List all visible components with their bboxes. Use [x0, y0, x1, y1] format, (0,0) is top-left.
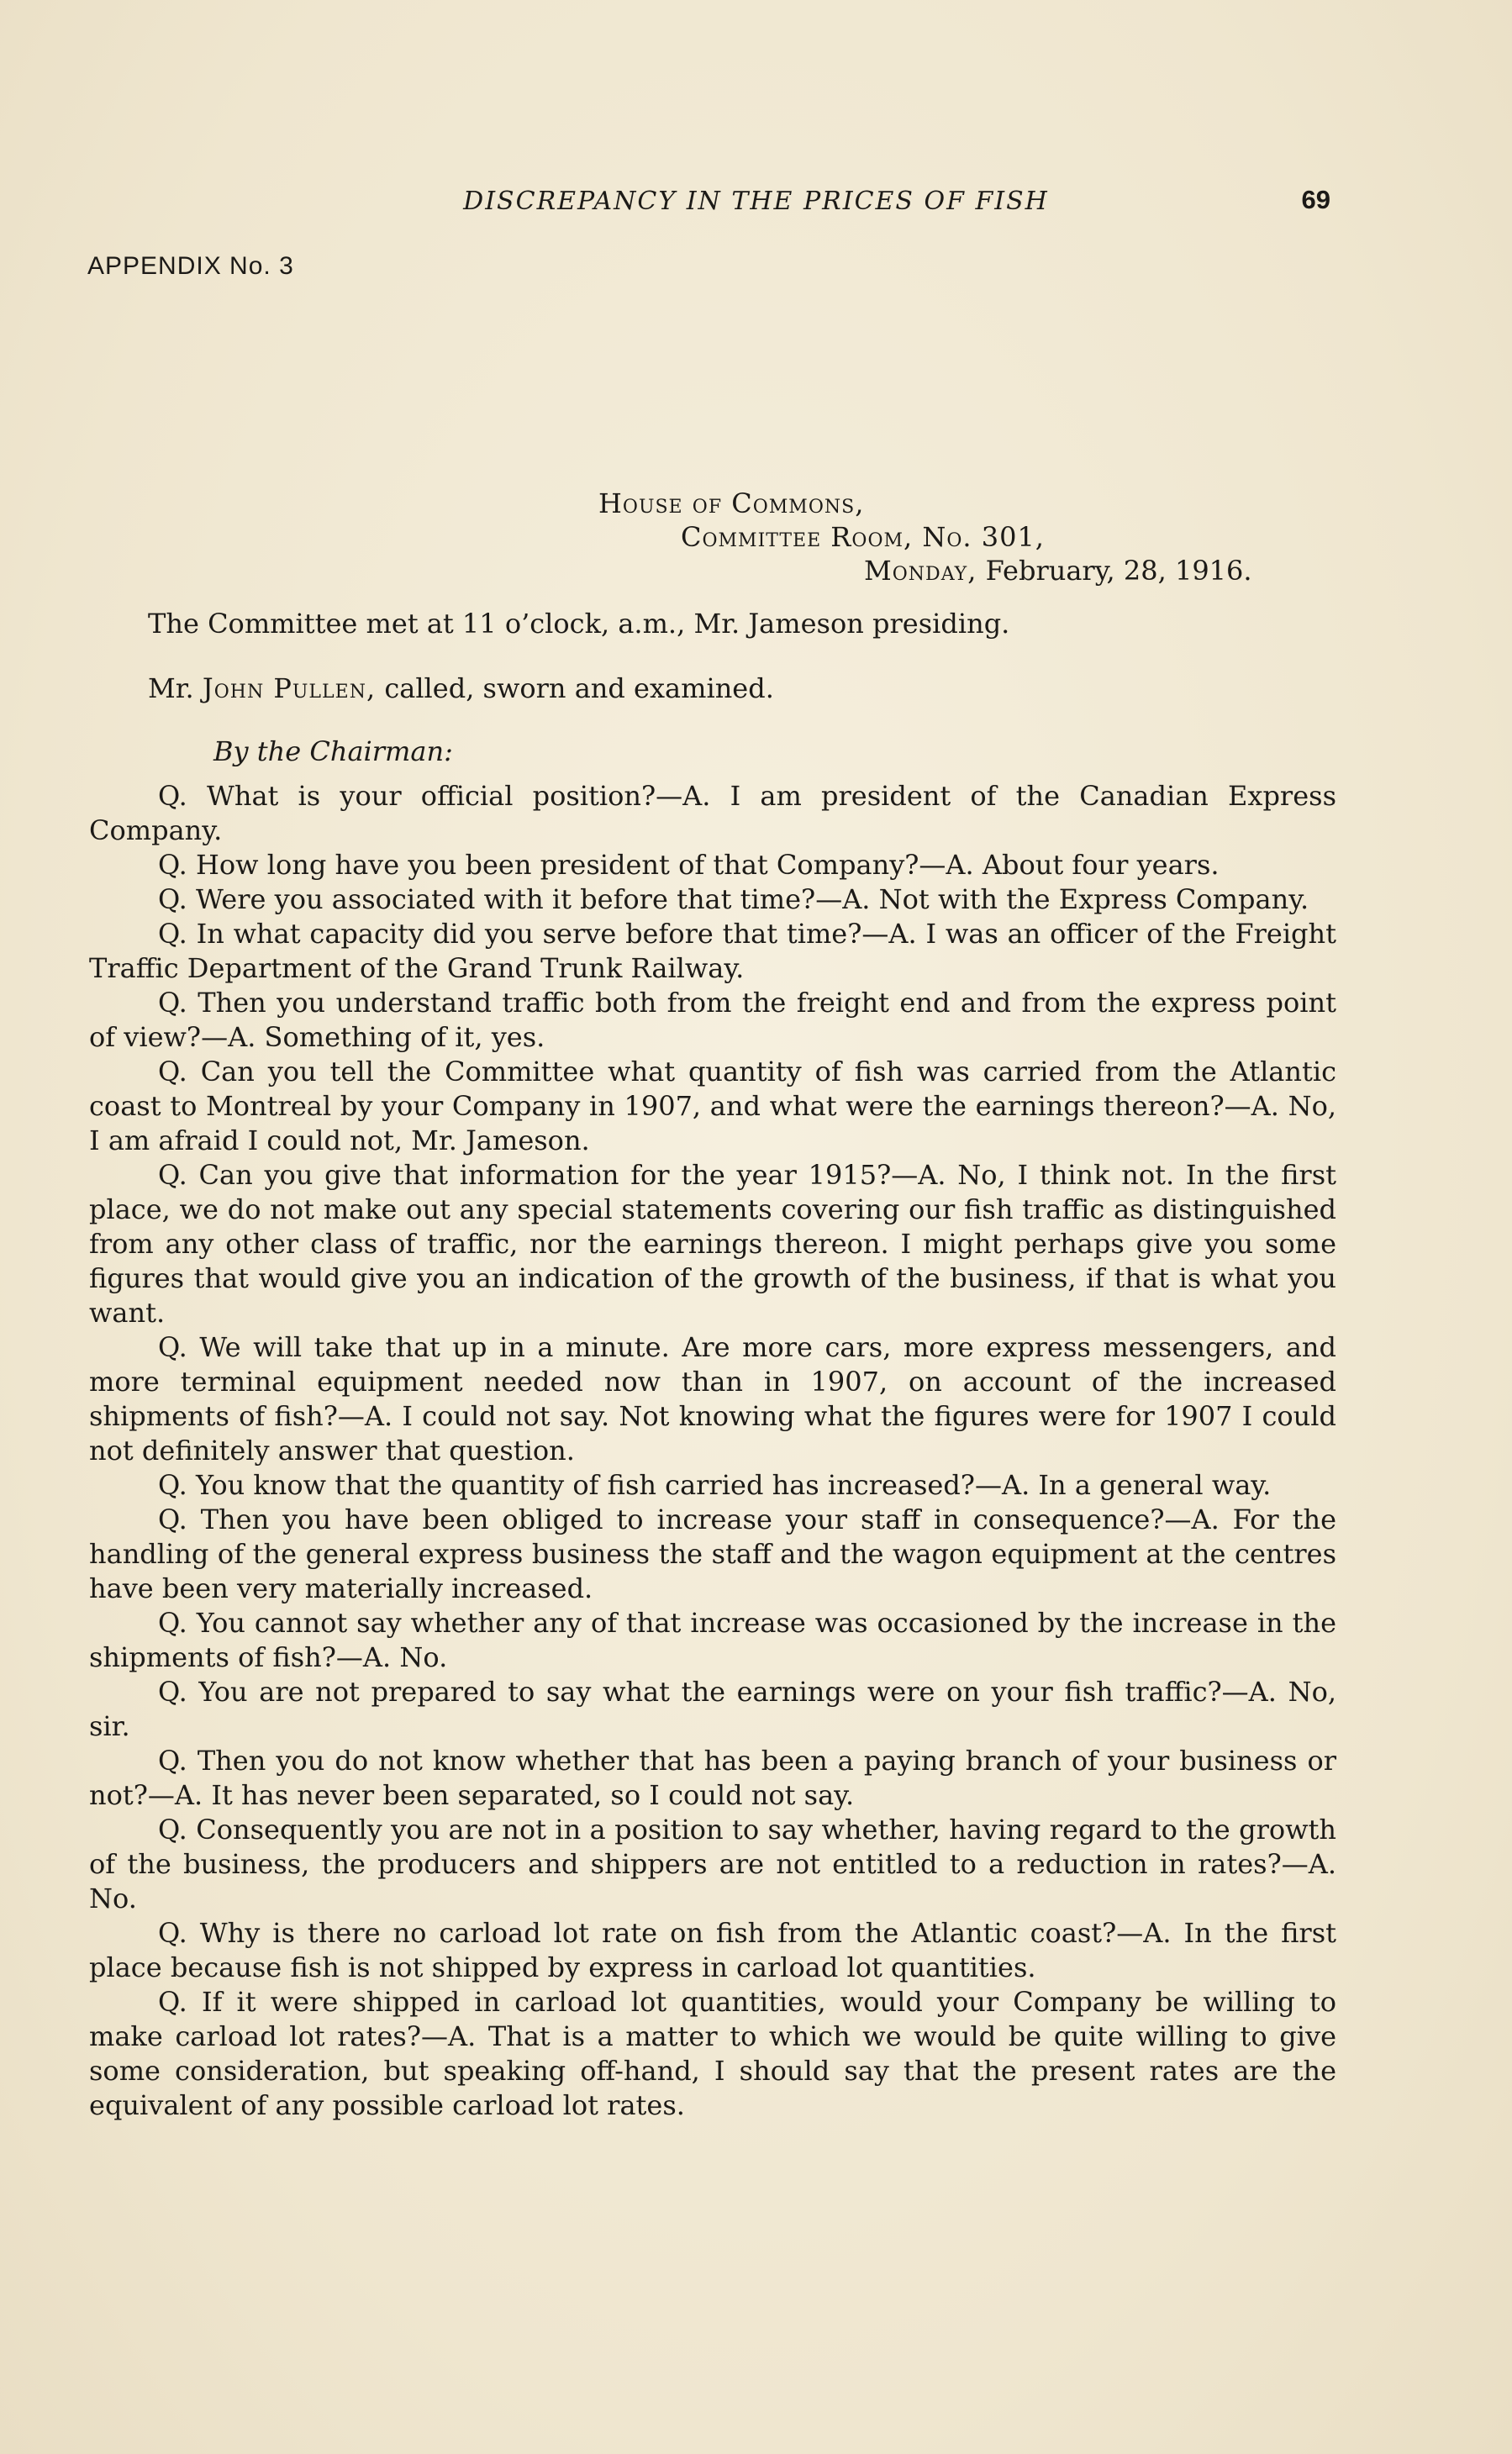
qa-paragraph: Q. What is your official position?—A. I am president of the Canadian Express Company. — [89, 780, 1336, 846]
qa-paragraph: Q. How long have you been president of that Company?—A. About four years. — [158, 849, 1220, 881]
qa-paragraph: Q. Can you tell the Committee what quantity of fish was carried from the Atlantic coast to Montreal by your Company in 1907, and what were the earnings thereon?—A. No, I am afraid I could not, Mr. Jameson. — [89, 1056, 1336, 1156]
qa-paragraph: Q. In what capacity did you serve before that time?—A. I was an officer of the Freight Traffic Department of the Grand Trunk Railway. — [89, 918, 1336, 984]
qa-paragraph: Q. We will take that up in a minute. Are more cars, more express messengers, and more terminal equipment needed now than in 1907, on account of the increased shipments of fish?—A. I could not say. Not knowing what the figures were for 1907 I could not definitely answer that question. — [89, 1331, 1336, 1467]
qa-paragraph: Q. Were you associated with it before that time?—A. Not with the Express Company. — [158, 883, 1309, 915]
address-day: Monday, — [864, 555, 977, 587]
qa-paragraph: Q. You cannot say whether any of that increase was occasioned by the increase in the shipments of fish?—A. No. — [89, 1607, 1336, 1673]
address-line-3 — [864, 555, 1252, 587]
qa-paragraph: Q. You are not prepared to say what the earnings were on your fish traffic?—A. No, sir. — [89, 1676, 1336, 1742]
qa-paragraph: Q. Then you understand traffic both from the freight end and from the express point of view?—A. Something of it, yes. — [89, 987, 1336, 1053]
qa-paragraph: Q. Why is there no carload lot rate on fish from the Atlantic coast?—A. In the first place because fish is not shipped by express in carload lot quantities. — [89, 1917, 1336, 1983]
address-line-2 — [681, 521, 1045, 553]
address-room: Committee Room, No. 301, — [681, 521, 1045, 553]
witness-prefix: Mr. — [148, 672, 203, 704]
opening-statement: The Committee met at 11 o’clock, a.m., Mr. Jameson presiding. — [148, 608, 1010, 640]
qa-paragraph: Q. Then you have been obliged to increase your staff in consequence?—A. For the handling of the general express business the staff and the wagon equipment at the centres have been very materially increased. — [89, 1503, 1336, 1604]
qa-paragraph: Q. Then you do not know whether that has been a paying branch of your business or not?—A. It has never been separated, so I could not say. — [89, 1745, 1336, 1811]
address-house: House of Commons, — [598, 487, 865, 519]
witness-line — [89, 671, 1336, 706]
qa-paragraph: Q. Can you give that information for the year 1915?—A. No, I think not. In the first place, we do not make out any special statements covering our fish traffic as distinguished from any other class of traffic, nor the earnings thereon. I might perhaps give you some figures that would give you an indication of the growth of the business, if that is what you want. — [89, 1159, 1336, 1329]
appendix-label: APPENDIX No. 3 — [87, 252, 294, 280]
witness-name: John Pullen, — [202, 672, 377, 704]
witness-rest: called, sworn and examined. — [376, 672, 774, 704]
address-line-1 — [598, 487, 864, 519]
page-number: 69 — [1301, 185, 1330, 214]
address-date: February, 28, 1916. — [977, 555, 1252, 587]
qa-paragraph: Q. If it were shipped in carload lot quantities, would your Company be willing to make carload lot rates?—A. That is a matter to which we would be quite willing to give some consideration, but speaking off-hand, I should say that the present rates are the equivalent of any possible carload lot rates. — [89, 1986, 1336, 2121]
qa-paragraph: Q. Consequently you are not in a position to say whether, having regard to the growth of the business, the producers and shippers are not entitled to a reduction in rates?—A. No. — [89, 1814, 1336, 1914]
examiner-heading: By the Chairman: — [213, 735, 453, 767]
running-title: DISCREPANCY IN THE PRICES OF FISH — [463, 187, 1049, 216]
qa-paragraph: Q. You know that the quantity of fish carried has increased?—A. In a general way. — [158, 1469, 1272, 1501]
testimony-body — [89, 607, 1336, 2123]
